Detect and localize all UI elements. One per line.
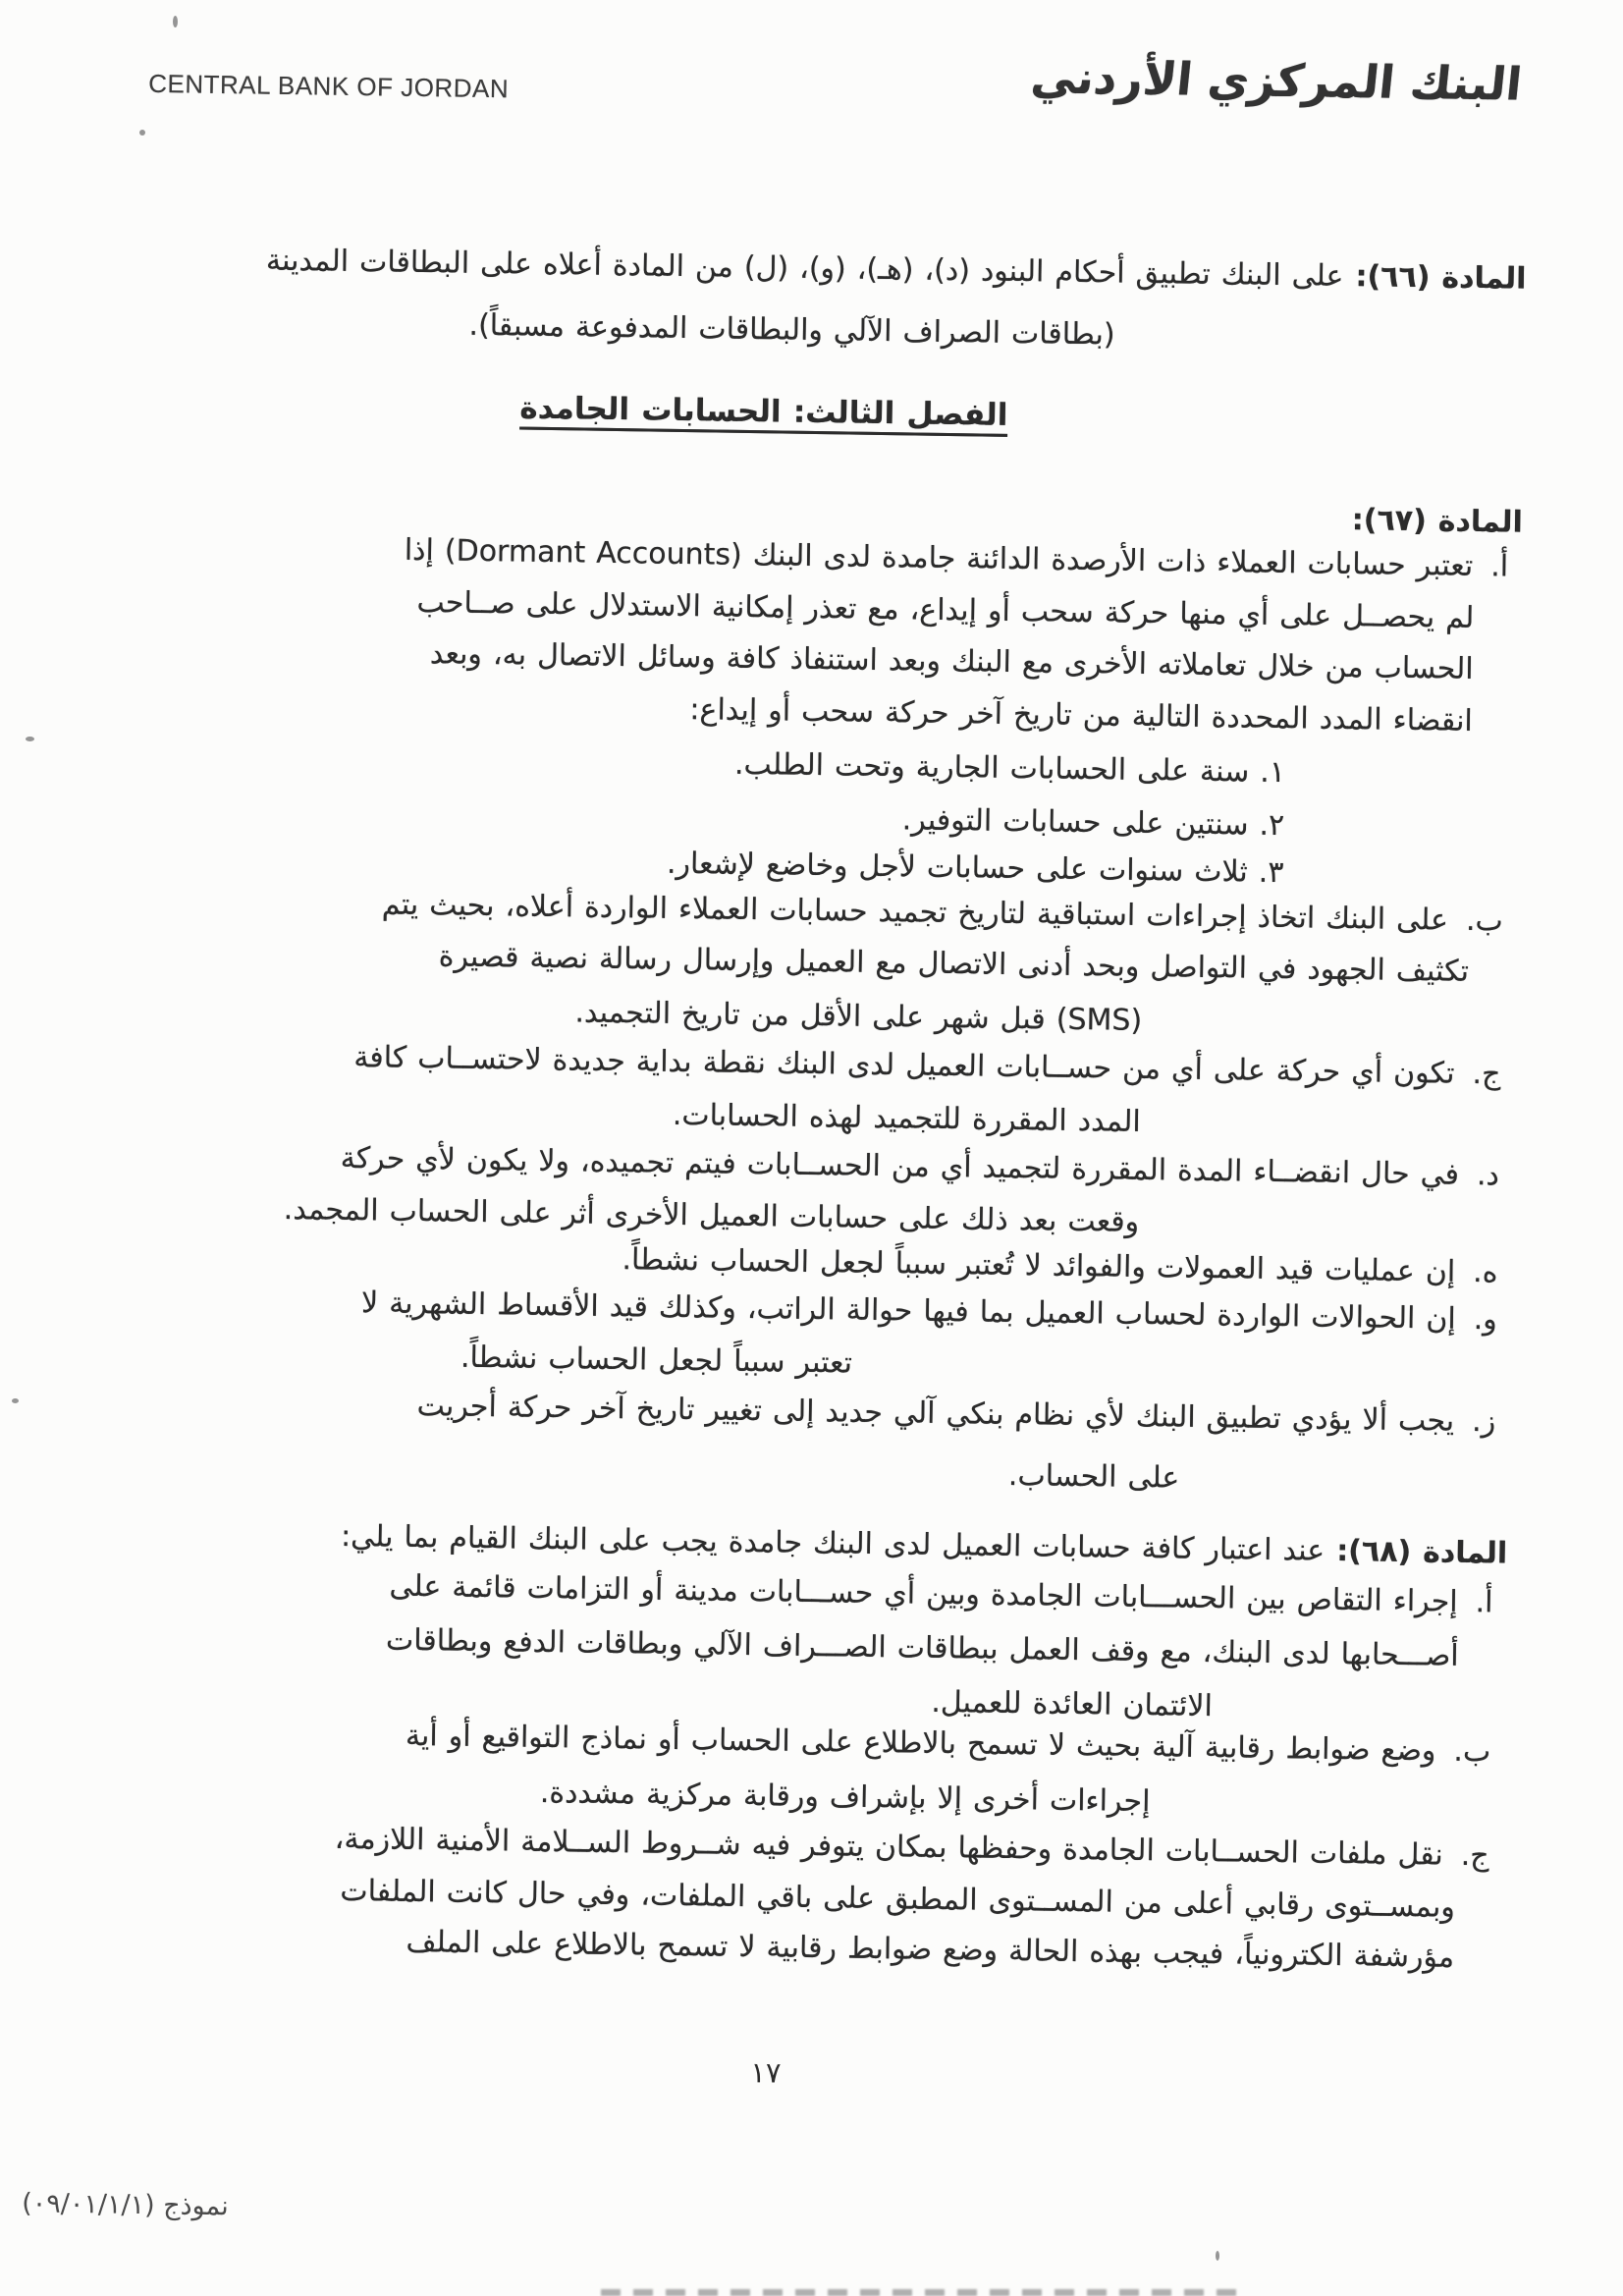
article-67-item-f-line-2: تعتبر سبباً لجعل الحساب نشطاً. xyxy=(460,1339,853,1381)
article-67-sub-item-2: ٢. سنتين على حسابات التوفير. xyxy=(901,802,1285,844)
article-68-intro: عند اعتبار كافة حسابات العميل لدى البنك جامدة يجب على البنك القيام بما يلي: xyxy=(340,1518,1325,1568)
article-67-item-f-line-1: و.إن الحوالات الواردة لحساب العميل بما فيها حوالة الراتب، وكذلك قيد الأقساط الشهرية لا xyxy=(360,1285,1498,1338)
article-67-label: المادة (٦٧): xyxy=(1351,503,1524,540)
article-67-item-b-line-1: ب.على البنك اتخاذ إجراءات استباقية لتاريخ تجميد حسابات العملاء الواردة أعلاه، بحيث يتم xyxy=(381,887,1504,939)
article-67-item-d-line-2: وقعت بعد ذلك على حسابات العميل الأخرى أثر على الحساب المجمد. xyxy=(283,1192,1140,1239)
item-g-marker: ز. xyxy=(1471,1404,1496,1440)
article-67-item-c-line-1: ج.تكون أي حركة على أي من حســابات العميل لدى البنك نقطة بداية جديدة لاحتســاب كافة xyxy=(353,1040,1501,1092)
article-68-item-a-line-1: أ.إجراء التقاص بين الحســـابات الجامدة وبين أي حســـابات مدينة أو التزامات قائمة على xyxy=(389,1568,1493,1620)
article-68-item-c-line-3: مؤرشفة الكترونياً، فيجب بهذه الحالة وضع ضوابط رقابية لا تسمح بالاطلاع على الملف xyxy=(406,1924,1455,1975)
scan-speck xyxy=(26,737,34,741)
article-67-item-b-line-3: (SMS) قبل شهر على الأقل من تاريخ التجميد. xyxy=(574,995,1143,1038)
article-67-item-g-line-2: على الحساب. xyxy=(1007,1458,1180,1496)
item-c-marker: ج. xyxy=(1472,1056,1501,1092)
article-68-item-b-line-1: ب.وضع ضوابط رقابية آلية بحيث لا تسمح بالاطلاع على الحساب أو نماذج التواقيع أو أية xyxy=(405,1718,1491,1770)
article-68-item-c-line-1: ج.نقل ملفات الحســابات الجامدة وحفظها بمكان يتوفر فيه شــروط الســلامة الأمنية اللازمة، xyxy=(334,1821,1489,1874)
item-a-marker-68: أ. xyxy=(1475,1585,1493,1620)
article-67-item-a-line-1: أ.تعتبر حسابات العملاء ذات الأرصدة الدائنة جامدة لدى البنك (Dormant Accounts) إذا xyxy=(404,532,1509,584)
scan-speck xyxy=(12,1398,19,1403)
chapter-heading: الفصل الثالث: الحسابات الجامدة xyxy=(519,390,1008,433)
article-67-item-a-line-2: لم يحصــل على أي منها حركة سحب أو إيداع، مع تعذر إمكانية الاستدلال على صــاحب xyxy=(416,584,1475,635)
item-b-marker-68: ب. xyxy=(1453,1733,1491,1770)
article-66-text: على البنك تطبيق أحكام البنود (د)، (هـ)، (و)، (ل) من المادة أعلاه على البطاقات المدينة xyxy=(265,243,1344,294)
scan-edge-artifact xyxy=(601,2289,1249,2296)
article-68-item-a-line-3: الائتمان العائدة للعميل. xyxy=(931,1684,1214,1724)
article-67-sub-item-3: ٣. ثلاث سنوات على حسابات لأجل وخاضع لإشعار. xyxy=(666,846,1284,891)
article-68-item-a-line-2: أصـــحابها لدى البنك، مع وقف العمل ببطاقات الصـــراف الآلي وبطاقات الدفع وبطاقات xyxy=(385,1622,1459,1673)
item-e-marker: ه. xyxy=(1472,1255,1498,1290)
article-66-label: المادة (٦٦): xyxy=(1355,259,1527,297)
item-f-marker: و. xyxy=(1473,1302,1498,1338)
article-67-item-a-line-3: الحساب من خلال تعاملاته الأخرى مع البنك وبعد استنفاذ كافة وسائل الاتصال به، وبعد xyxy=(429,636,1474,686)
item-a-marker: أ. xyxy=(1489,549,1509,584)
page-number: ١٧ xyxy=(750,2055,782,2090)
item-c-marker-68: ج. xyxy=(1460,1837,1489,1874)
scan-speck xyxy=(1216,2251,1219,2261)
article-68-item-b-line-2: إجراءات أخرى إلا بإشراف ورقابة مركزية مشددة. xyxy=(539,1775,1151,1820)
item-b-marker: ب. xyxy=(1465,902,1504,939)
article-67-item-e-line-1: ه.إن عمليات قيد العمولات والفوائد لا تُعتبر سبباً لجعل الحساب نشطاً. xyxy=(622,1242,1498,1290)
article-68-label: المادة (٦٨): xyxy=(1335,1533,1508,1571)
article-67-item-g-line-1: ز.يجب ألا يؤدي تطبيق البنك لأي نظام بنكي آلي جديد إلى تغيير تاريخ آخر حركة أجريت xyxy=(416,1389,1496,1440)
article-67-item-c-line-2: المدد المقررة للتجميد لهذه الحسابات. xyxy=(672,1097,1141,1139)
scan-speck xyxy=(139,130,145,136)
scan-speck xyxy=(173,16,178,27)
article-67-item-a-line-4: انقضاء المدد المحددة التالية من تاريخ آخر حركة سحب أو إيداع: xyxy=(689,692,1474,738)
article-68-item-c-line-2: وبمســتوى رقابي أعلى من المســتوى المطبق على باقي الملفات، وفي حال كانت الملفات xyxy=(340,1873,1456,1925)
form-number: نموذج (٠٩/٠١/١/١) xyxy=(22,2188,229,2222)
article-66-line-1 xyxy=(266,240,1527,301)
bank-name-english: CENTRAL BANK OF JORDAN xyxy=(148,68,510,104)
article-66-line-2: (بطاقات الصراف الآلي والبطاقات المدفوعة مسبقاً). xyxy=(468,307,1115,353)
article-67-item-b-line-2: تكثيف الجهود في التواصل وبحد أدنى الاتصال مع العميل وإرسال رسالة نصية قصيرة xyxy=(438,939,1470,989)
item-d-marker: د. xyxy=(1476,1158,1500,1193)
article-67-item-d-line-1: د.في حال انقضــاء المدة المقررة لتجميد أي من الحســابات فيتم تجميده، ولا يكون لأي حركة xyxy=(340,1140,1500,1193)
bank-logo-arabic: البنك المركزي الأردني xyxy=(1028,50,1525,111)
article-67-sub-item-1: ١. سنة على الحسابات الجارية وتحت الطلب. xyxy=(733,746,1286,791)
